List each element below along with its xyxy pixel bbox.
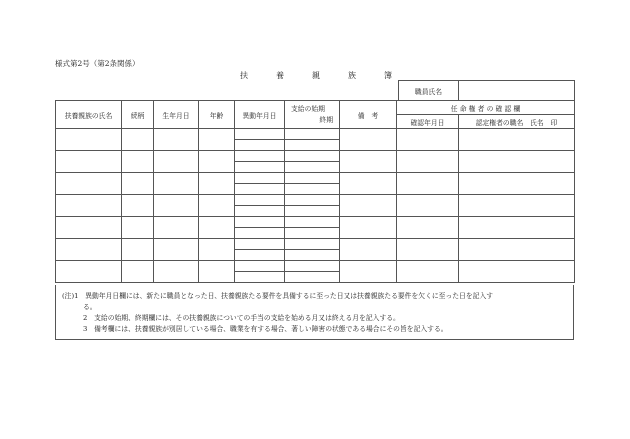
entry-cell[interactable] bbox=[397, 173, 459, 195]
entry-cell[interactable] bbox=[459, 239, 575, 261]
entry-cell[interactable] bbox=[154, 239, 199, 261]
table-row bbox=[56, 129, 575, 140]
entry-cell[interactable] bbox=[459, 151, 575, 173]
table-row bbox=[56, 151, 575, 162]
title-char: 親 bbox=[312, 71, 320, 80]
table-row bbox=[56, 173, 575, 184]
entry-cell[interactable] bbox=[235, 140, 285, 151]
entry-cell[interactable] bbox=[235, 195, 285, 206]
title-char: 族 bbox=[348, 71, 356, 80]
entry-cell[interactable] bbox=[235, 250, 285, 261]
entry-cell[interactable] bbox=[459, 217, 575, 239]
staff-name-field[interactable] bbox=[459, 81, 575, 101]
note-text: 備考欄には、扶養親族が別居している場合、職業を有する場合、著しい障害の状態である場合にその旨を記入する。 bbox=[94, 325, 448, 333]
entry-cell[interactable] bbox=[397, 129, 459, 151]
entry-cell[interactable] bbox=[285, 261, 340, 272]
entry-cell[interactable] bbox=[154, 217, 199, 239]
entry-cell[interactable] bbox=[235, 228, 285, 239]
staff-name-label: 職員氏名 bbox=[399, 81, 459, 101]
note-text: 支給の始期、終期欄には、その扶養親族についての手当の支給を始める月又は終える月を記入する。 bbox=[94, 314, 400, 322]
entry-cell[interactable] bbox=[285, 228, 340, 239]
entry-cell[interactable] bbox=[285, 239, 340, 250]
header-remarks: 備 考 bbox=[340, 101, 397, 129]
entry-cell[interactable] bbox=[154, 129, 199, 151]
entry-cell[interactable] bbox=[459, 195, 575, 217]
entry-cell[interactable] bbox=[56, 129, 122, 151]
entry-cell[interactable] bbox=[199, 151, 235, 173]
entry-cell[interactable] bbox=[122, 217, 154, 239]
header-change-date: 異動年月日 bbox=[235, 101, 285, 129]
entry-cell[interactable] bbox=[199, 173, 235, 195]
entry-cell[interactable] bbox=[122, 129, 154, 151]
staff-name-table bbox=[398, 80, 575, 101]
entry-cell[interactable] bbox=[235, 151, 285, 162]
entry-cell[interactable] bbox=[56, 151, 122, 173]
note-number: 3 bbox=[83, 325, 88, 333]
entry-cell[interactable] bbox=[235, 261, 285, 272]
entry-cell[interactable] bbox=[122, 261, 154, 283]
header-authority: 認定権者の職名 氏名 印 bbox=[459, 115, 575, 129]
entry-cell[interactable] bbox=[397, 217, 459, 239]
note-line bbox=[62, 313, 567, 324]
entry-cell[interactable] bbox=[397, 195, 459, 217]
dependents-body bbox=[55, 128, 575, 283]
entry-cell[interactable] bbox=[235, 129, 285, 140]
entry-cell[interactable] bbox=[235, 162, 285, 173]
entry-cell[interactable] bbox=[285, 162, 340, 173]
note-number: 2 bbox=[83, 314, 88, 322]
entry-cell[interactable] bbox=[340, 173, 397, 195]
entry-cell[interactable] bbox=[199, 129, 235, 151]
entry-cell[interactable] bbox=[199, 195, 235, 217]
entry-cell[interactable] bbox=[199, 239, 235, 261]
header-pay-start: 支給の始期 bbox=[291, 104, 325, 113]
entry-cell[interactable] bbox=[56, 195, 122, 217]
entry-cell[interactable] bbox=[122, 239, 154, 261]
entry-cell[interactable] bbox=[285, 217, 340, 228]
table-row bbox=[56, 261, 575, 272]
entry-cell[interactable] bbox=[122, 195, 154, 217]
entry-cell[interactable] bbox=[340, 261, 397, 283]
entry-cell[interactable] bbox=[199, 217, 235, 239]
entry-cell[interactable] bbox=[285, 140, 340, 151]
table-row bbox=[56, 195, 575, 206]
table-row bbox=[56, 239, 575, 250]
dependents-table bbox=[55, 100, 575, 129]
entry-cell[interactable] bbox=[235, 272, 285, 283]
header-confirm: 任 命 権 者 の 確 認 欄 bbox=[397, 101, 575, 115]
entry-cell[interactable] bbox=[285, 250, 340, 261]
entry-cell[interactable] bbox=[154, 173, 199, 195]
header-pay-period bbox=[285, 101, 340, 129]
entry-cell[interactable] bbox=[340, 217, 397, 239]
title-char: 簿 bbox=[384, 71, 392, 80]
entry-cell[interactable] bbox=[285, 272, 340, 283]
entry-cell[interactable] bbox=[56, 261, 122, 283]
form-number: 様式第2号（第2条関係） bbox=[55, 59, 140, 68]
entry-cell[interactable] bbox=[154, 151, 199, 173]
entry-cell[interactable] bbox=[285, 173, 340, 184]
entry-cell[interactable] bbox=[199, 261, 235, 283]
note-number: (注)1 bbox=[62, 292, 79, 300]
entry-cell[interactable] bbox=[235, 184, 285, 195]
entry-cell[interactable] bbox=[235, 173, 285, 184]
entry-cell[interactable] bbox=[285, 206, 340, 217]
header-birth: 生年月日 bbox=[154, 101, 199, 129]
entry-cell[interactable] bbox=[340, 129, 397, 151]
entry-cell[interactable] bbox=[397, 151, 459, 173]
entry-cell[interactable] bbox=[397, 261, 459, 283]
note-line bbox=[62, 302, 567, 313]
entry-cell[interactable] bbox=[154, 195, 199, 217]
note-text: 異動年月日欄には、新たに職員となった日、扶養親族たる要件を具備するに至った日又は扶養親族たる要件を欠くに至った日を記入す bbox=[85, 292, 494, 300]
header-relation: 続柄 bbox=[122, 101, 154, 129]
entry-cell[interactable] bbox=[285, 129, 340, 140]
title-char: 養 bbox=[276, 71, 284, 80]
entry-cell[interactable] bbox=[397, 239, 459, 261]
entry-cell[interactable] bbox=[340, 151, 397, 173]
note-line bbox=[62, 291, 567, 302]
entry-cell[interactable] bbox=[459, 261, 575, 283]
note-text: る。 bbox=[83, 303, 97, 311]
entry-cell[interactable] bbox=[154, 261, 199, 283]
header-name: 扶養親族の氏名 bbox=[56, 101, 122, 129]
entry-cell[interactable] bbox=[285, 151, 340, 162]
note-line bbox=[62, 324, 567, 335]
entry-cell[interactable] bbox=[340, 239, 397, 261]
header-age: 年齢 bbox=[199, 101, 235, 129]
entry-cell[interactable] bbox=[122, 173, 154, 195]
entry-cell[interactable] bbox=[56, 239, 122, 261]
entry-cell[interactable] bbox=[340, 195, 397, 217]
table-row bbox=[56, 217, 575, 228]
header-confirm-date: 確認年月日 bbox=[397, 115, 459, 129]
entry-cell[interactable] bbox=[122, 151, 154, 173]
notes-section bbox=[55, 285, 574, 340]
entry-cell[interactable] bbox=[285, 195, 340, 206]
title-char: 扶 bbox=[240, 71, 248, 80]
entry-cell[interactable] bbox=[235, 217, 285, 228]
entry-cell[interactable] bbox=[56, 173, 122, 195]
entry-cell[interactable] bbox=[56, 217, 122, 239]
entry-cell[interactable] bbox=[235, 206, 285, 217]
header-pay-end: 終期 bbox=[319, 115, 333, 124]
entry-cell[interactable] bbox=[459, 173, 575, 195]
entry-cell[interactable] bbox=[235, 239, 285, 250]
entry-cell[interactable] bbox=[285, 184, 340, 195]
entry-cell[interactable] bbox=[459, 129, 575, 151]
